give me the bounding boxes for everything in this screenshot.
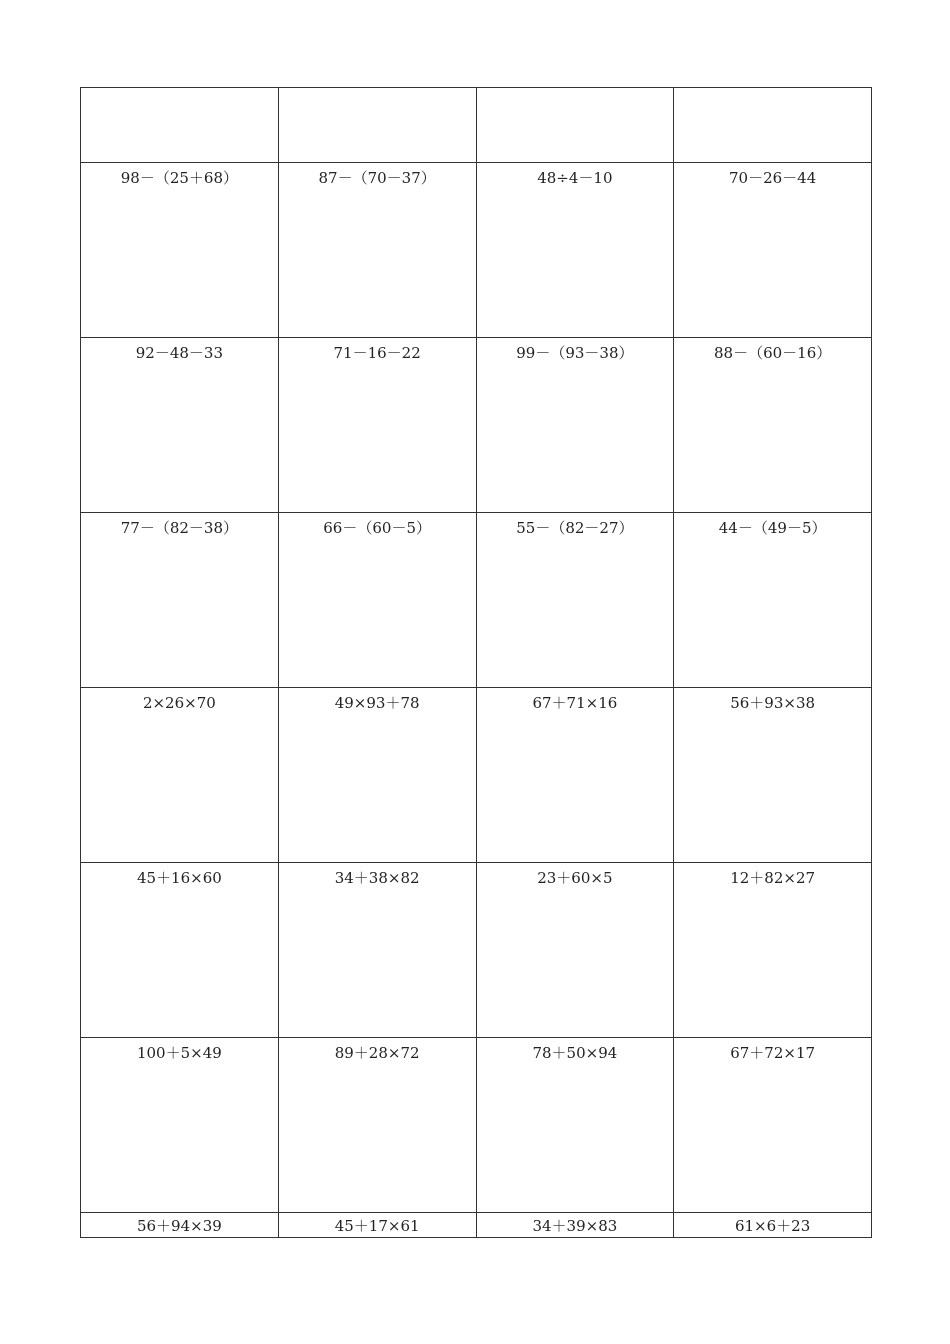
problem-row bbox=[81, 688, 872, 863]
problem-expression: 70－26－44 bbox=[728, 169, 817, 187]
problem-cell bbox=[476, 163, 674, 338]
problem-cell bbox=[278, 1213, 476, 1238]
header-cell bbox=[278, 88, 476, 163]
problem-row bbox=[81, 863, 872, 1038]
problem-expression: 2×26×70 bbox=[142, 694, 216, 712]
problem-cell bbox=[278, 688, 476, 863]
problem-expression: 88－（60－16） bbox=[713, 344, 832, 362]
problem-cell bbox=[674, 688, 872, 863]
header-cell bbox=[674, 88, 872, 163]
problem-expression: 34＋39×83 bbox=[532, 1217, 618, 1235]
problem-cell bbox=[674, 1213, 872, 1238]
header-row bbox=[81, 88, 872, 163]
problem-expression: 100＋5×49 bbox=[136, 1044, 222, 1062]
problem-cell bbox=[476, 338, 674, 513]
problem-cell bbox=[278, 863, 476, 1038]
problem-cell bbox=[674, 1038, 872, 1213]
problem-cell bbox=[476, 863, 674, 1038]
problem-expression: 77－（82－38） bbox=[120, 519, 238, 537]
problem-cell bbox=[476, 1213, 674, 1238]
problem-cell bbox=[674, 163, 872, 338]
problem-cell bbox=[278, 163, 476, 338]
problem-cell bbox=[674, 513, 872, 688]
header-cell bbox=[81, 88, 279, 163]
problem-expression: 61×6＋23 bbox=[734, 1217, 811, 1235]
header-cell bbox=[476, 88, 674, 163]
problem-cell bbox=[81, 863, 279, 1038]
problem-cell bbox=[81, 338, 279, 513]
problem-cell bbox=[476, 1038, 674, 1213]
problem-expression: 89＋28×72 bbox=[334, 1044, 420, 1062]
problem-cell bbox=[278, 513, 476, 688]
problem-expression: 67＋71×16 bbox=[532, 694, 618, 712]
problem-expression: 66－（60－5） bbox=[323, 519, 431, 537]
problem-row bbox=[81, 1213, 872, 1238]
problem-expression: 44－（49－5） bbox=[718, 519, 827, 537]
problem-cell bbox=[81, 1038, 279, 1213]
problem-cell bbox=[81, 513, 279, 688]
problem-expression: 12＋82×27 bbox=[730, 869, 816, 887]
problem-row bbox=[81, 1038, 872, 1213]
problem-expression: 34＋38×82 bbox=[334, 869, 420, 887]
problem-expression: 48÷4－10 bbox=[537, 169, 613, 187]
problem-expression: 55－（82－27） bbox=[516, 519, 634, 537]
problem-cell bbox=[674, 338, 872, 513]
problem-expression: 56＋94×39 bbox=[136, 1217, 222, 1235]
problem-expression: 56＋93×38 bbox=[730, 694, 816, 712]
problem-expression: 92－48－33 bbox=[135, 344, 223, 362]
problem-expression: 78＋50×94 bbox=[532, 1044, 618, 1062]
worksheet-table bbox=[80, 87, 872, 1238]
problem-expression: 87－（70－37） bbox=[318, 169, 436, 187]
problem-cell bbox=[81, 1213, 279, 1238]
problem-expression: 99－（93－38） bbox=[516, 344, 634, 362]
problem-cell bbox=[278, 338, 476, 513]
problem-cell bbox=[278, 1038, 476, 1213]
problem-expression: 98－（25＋68） bbox=[120, 169, 238, 187]
problem-cell bbox=[81, 688, 279, 863]
problem-expression: 67＋72×17 bbox=[730, 1044, 816, 1062]
problem-cell bbox=[476, 513, 674, 688]
problem-expression: 23＋60×5 bbox=[537, 869, 613, 887]
problem-cell bbox=[476, 688, 674, 863]
problem-row bbox=[81, 513, 872, 688]
problem-expression: 71－16－22 bbox=[333, 344, 421, 362]
problem-row bbox=[81, 163, 872, 338]
problem-expression: 45＋16×60 bbox=[136, 869, 222, 887]
problem-cell bbox=[81, 163, 279, 338]
problem-expression: 45＋17×61 bbox=[334, 1217, 420, 1235]
problem-expression: 49×93＋78 bbox=[334, 694, 420, 712]
problem-row bbox=[81, 338, 872, 513]
problem-cell bbox=[674, 863, 872, 1038]
